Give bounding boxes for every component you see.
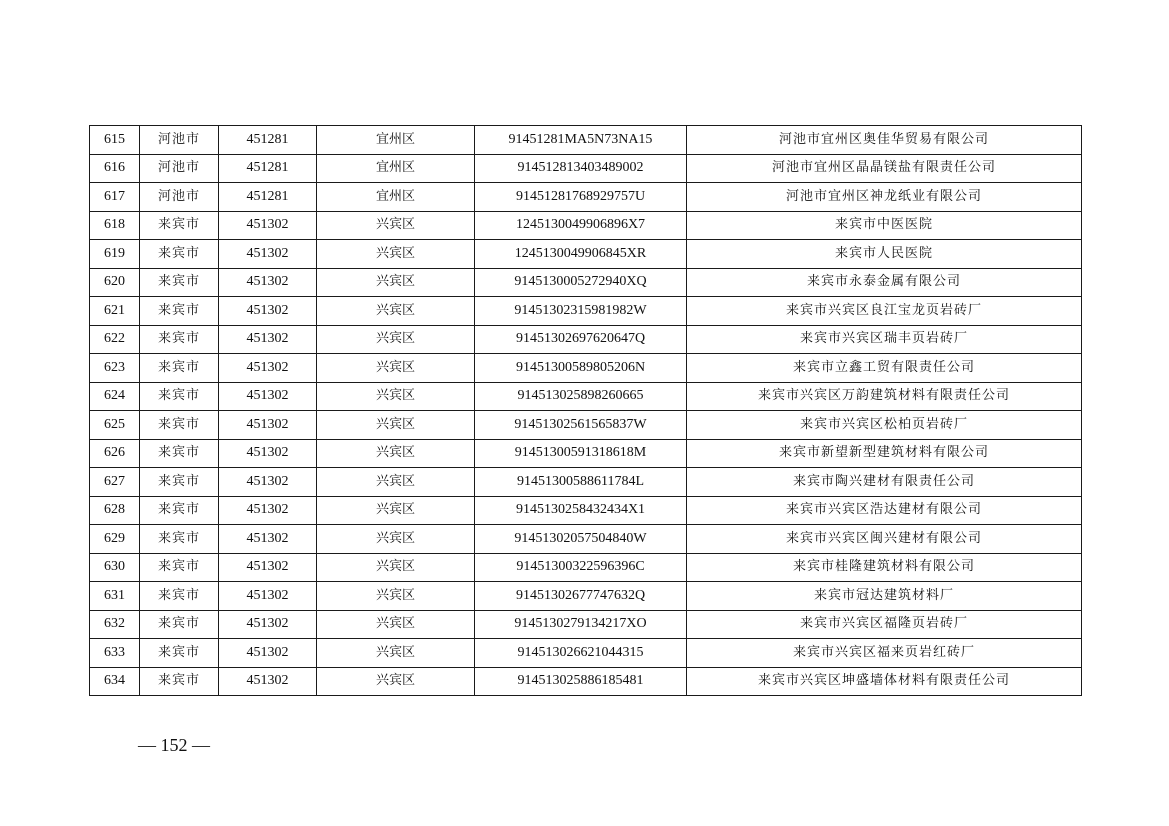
city-cell: 来宾市 — [140, 268, 219, 297]
district-cell: 兴宾区 — [317, 582, 475, 611]
district-cell: 兴宾区 — [317, 468, 475, 497]
credit-code-cell: 914513026621044315 — [475, 639, 687, 668]
city-cell: 来宾市 — [140, 325, 219, 354]
area-code-cell: 451302 — [219, 268, 317, 297]
table-row — [90, 525, 1082, 554]
table-row — [90, 468, 1082, 497]
row-number-cell: 625 — [90, 411, 140, 440]
city-cell: 来宾市 — [140, 525, 219, 554]
company-name-cell: 来宾市人民医院 — [687, 240, 1082, 269]
company-name-cell: 河池市宜州区神龙纸业有限公司 — [687, 183, 1082, 212]
district-cell: 兴宾区 — [317, 211, 475, 240]
district-cell: 兴宾区 — [317, 268, 475, 297]
area-code-cell: 451302 — [219, 240, 317, 269]
company-name-cell: 来宾市中医医院 — [687, 211, 1082, 240]
district-cell: 宜州区 — [317, 126, 475, 155]
table-row — [90, 582, 1082, 611]
area-code-cell: 451302 — [219, 211, 317, 240]
page-number: — 152 — — [138, 735, 210, 755]
company-name-cell: 来宾市兴宾区良江宝龙页岩砖厂 — [687, 297, 1082, 326]
area-code-cell: 451302 — [219, 411, 317, 440]
city-cell: 来宾市 — [140, 354, 219, 383]
area-code-cell: 451281 — [219, 183, 317, 212]
district-cell: 宜州区 — [317, 183, 475, 212]
city-cell: 来宾市 — [140, 582, 219, 611]
company-name-cell: 来宾市永泰金属有限公司 — [687, 268, 1082, 297]
credit-code-cell: 91451300588611784L — [475, 468, 687, 497]
area-code-cell: 451302 — [219, 325, 317, 354]
company-name-cell: 来宾市兴宾区浩达建材有限公司 — [687, 496, 1082, 525]
credit-code-cell: 914512813403489002 — [475, 154, 687, 183]
credit-code-cell: 91451302677747632Q — [475, 582, 687, 611]
table-row — [90, 154, 1082, 183]
table-row — [90, 240, 1082, 269]
district-cell: 兴宾区 — [317, 439, 475, 468]
table-body — [90, 126, 1082, 696]
credit-code-cell: 91451300589805206N — [475, 354, 687, 383]
city-cell: 来宾市 — [140, 411, 219, 440]
company-name-cell: 来宾市兴宾区福隆页岩砖厂 — [687, 610, 1082, 639]
credit-code-cell: 91451302561565837W — [475, 411, 687, 440]
credit-code-cell: 91451281MA5N73NA15 — [475, 126, 687, 155]
city-cell: 河池市 — [140, 154, 219, 183]
company-name-cell: 来宾市兴宾区松柏页岩砖厂 — [687, 411, 1082, 440]
city-cell: 来宾市 — [140, 553, 219, 582]
credit-code-cell: 9145130279134217XO — [475, 610, 687, 639]
credit-code-cell: 1245130049906896X7 — [475, 211, 687, 240]
row-number-cell: 618 — [90, 211, 140, 240]
row-number-cell: 628 — [90, 496, 140, 525]
row-number-cell: 624 — [90, 382, 140, 411]
company-name-cell: 来宾市冠达建筑材料厂 — [687, 582, 1082, 611]
row-number-cell: 623 — [90, 354, 140, 383]
city-cell: 来宾市 — [140, 667, 219, 696]
table-row — [90, 639, 1082, 668]
area-code-cell: 451302 — [219, 610, 317, 639]
table-row — [90, 183, 1082, 212]
area-code-cell: 451302 — [219, 382, 317, 411]
row-number-cell: 631 — [90, 582, 140, 611]
company-name-cell: 来宾市新望新型建筑材料有限公司 — [687, 439, 1082, 468]
table-row — [90, 667, 1082, 696]
row-number-cell: 621 — [90, 297, 140, 326]
district-cell: 兴宾区 — [317, 496, 475, 525]
table-row — [90, 553, 1082, 582]
row-number-cell: 620 — [90, 268, 140, 297]
table-row — [90, 354, 1082, 383]
district-cell: 兴宾区 — [317, 297, 475, 326]
district-cell: 兴宾区 — [317, 525, 475, 554]
row-number-cell: 615 — [90, 126, 140, 155]
row-number-cell: 629 — [90, 525, 140, 554]
company-name-cell: 来宾市兴宾区万韵建筑材料有限责任公司 — [687, 382, 1082, 411]
area-code-cell: 451302 — [219, 297, 317, 326]
area-code-cell: 451302 — [219, 639, 317, 668]
company-name-cell: 来宾市陶兴建材有限责任公司 — [687, 468, 1082, 497]
credit-code-cell: 91451302697620647Q — [475, 325, 687, 354]
city-cell: 来宾市 — [140, 439, 219, 468]
company-name-cell: 来宾市兴宾区福来页岩红砖厂 — [687, 639, 1082, 668]
credit-code-cell: 9145130005272940XQ — [475, 268, 687, 297]
credit-code-cell: 914513025886185481 — [475, 667, 687, 696]
district-cell: 兴宾区 — [317, 240, 475, 269]
table-row — [90, 126, 1082, 155]
credit-code-cell: 9145130258432434X1 — [475, 496, 687, 525]
district-cell: 兴宾区 — [317, 610, 475, 639]
credit-code-cell: 91451302057504840W — [475, 525, 687, 554]
row-number-cell: 619 — [90, 240, 140, 269]
city-cell: 来宾市 — [140, 610, 219, 639]
city-cell: 来宾市 — [140, 496, 219, 525]
city-cell: 来宾市 — [140, 639, 219, 668]
credit-code-cell: 91451300322596396C — [475, 553, 687, 582]
city-cell: 河池市 — [140, 126, 219, 155]
company-name-cell: 来宾市桂隆建筑材料有限公司 — [687, 553, 1082, 582]
company-name-cell: 来宾市兴宾区闽兴建材有限公司 — [687, 525, 1082, 554]
city-cell: 来宾市 — [140, 297, 219, 326]
district-cell: 宜州区 — [317, 154, 475, 183]
district-cell: 兴宾区 — [317, 382, 475, 411]
table-row — [90, 382, 1082, 411]
district-cell: 兴宾区 — [317, 553, 475, 582]
table-row — [90, 610, 1082, 639]
row-number-cell: 634 — [90, 667, 140, 696]
area-code-cell: 451302 — [219, 525, 317, 554]
area-code-cell: 451302 — [219, 496, 317, 525]
area-code-cell: 451302 — [219, 468, 317, 497]
row-number-cell: 622 — [90, 325, 140, 354]
credit-code-cell: 91451300591318618M — [475, 439, 687, 468]
company-name-cell: 来宾市兴宾区坤盛墙体材料有限责任公司 — [687, 667, 1082, 696]
enterprise-table — [89, 125, 1082, 696]
city-cell: 来宾市 — [140, 240, 219, 269]
table-row — [90, 325, 1082, 354]
company-name-cell: 河池市宜州区晶晶镁盐有限责任公司 — [687, 154, 1082, 183]
area-code-cell: 451302 — [219, 667, 317, 696]
district-cell: 兴宾区 — [317, 354, 475, 383]
area-code-cell: 451281 — [219, 154, 317, 183]
table-row — [90, 496, 1082, 525]
row-number-cell: 617 — [90, 183, 140, 212]
city-cell: 来宾市 — [140, 382, 219, 411]
area-code-cell: 451302 — [219, 354, 317, 383]
district-cell: 兴宾区 — [317, 325, 475, 354]
row-number-cell: 632 — [90, 610, 140, 639]
area-code-cell: 451302 — [219, 553, 317, 582]
district-cell: 兴宾区 — [317, 639, 475, 668]
area-code-cell: 451281 — [219, 126, 317, 155]
table-row — [90, 411, 1082, 440]
district-cell: 兴宾区 — [317, 411, 475, 440]
company-name-cell: 来宾市兴宾区瑞丰页岩砖厂 — [687, 325, 1082, 354]
city-cell: 河池市 — [140, 183, 219, 212]
row-number-cell: 626 — [90, 439, 140, 468]
area-code-cell: 451302 — [219, 439, 317, 468]
district-cell: 兴宾区 — [317, 667, 475, 696]
city-cell: 来宾市 — [140, 468, 219, 497]
credit-code-cell: 1245130049906845XR — [475, 240, 687, 269]
row-number-cell: 633 — [90, 639, 140, 668]
table-row — [90, 268, 1082, 297]
city-cell: 来宾市 — [140, 211, 219, 240]
row-number-cell: 616 — [90, 154, 140, 183]
company-name-cell: 来宾市立鑫工贸有限责任公司 — [687, 354, 1082, 383]
row-number-cell: 627 — [90, 468, 140, 497]
table-row — [90, 439, 1082, 468]
company-name-cell: 河池市宜州区奥佳华贸易有限公司 — [687, 126, 1082, 155]
credit-code-cell: 91451281768929757U — [475, 183, 687, 212]
credit-code-cell: 91451302315981982W — [475, 297, 687, 326]
area-code-cell: 451302 — [219, 582, 317, 611]
row-number-cell: 630 — [90, 553, 140, 582]
table-row — [90, 211, 1082, 240]
table-row — [90, 297, 1082, 326]
credit-code-cell: 914513025898260665 — [475, 382, 687, 411]
